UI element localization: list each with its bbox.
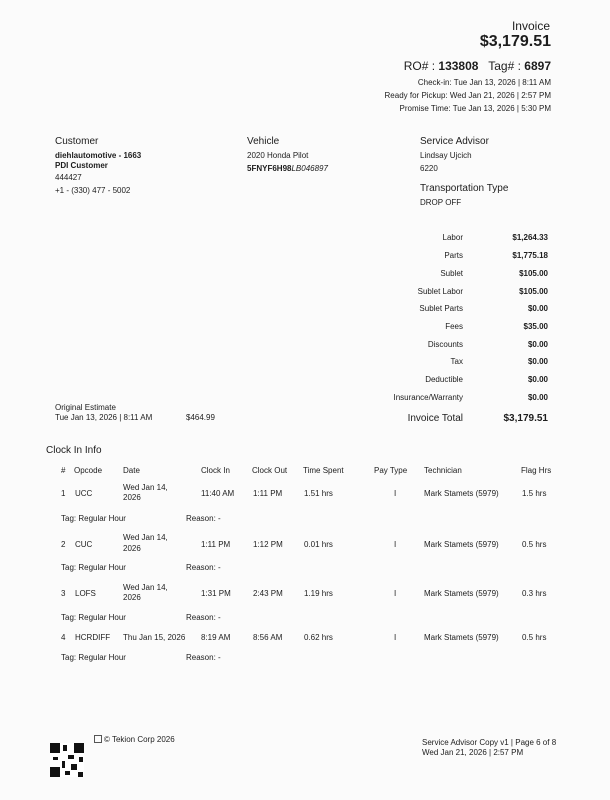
col-header-pay-type: Pay Type [374, 466, 408, 475]
advisor-name: Lindsay Ujcich [420, 151, 472, 160]
row-tag [61, 653, 126, 662]
col-header-opcode: Opcode [74, 466, 103, 475]
row-clock-in: 1:11 PM [201, 540, 231, 549]
row-clock-out: 1:12 PM [253, 540, 283, 549]
row-reason [186, 613, 221, 622]
row-technician: Mark Stamets (5979) [424, 633, 499, 642]
reason-value: - [218, 563, 221, 572]
row-clock-in: 8:19 AM [201, 633, 231, 642]
row-flag-hrs: 1.5 hrs [522, 489, 547, 498]
reason-value: - [218, 613, 221, 622]
row-technician: Mark Stamets (5979) [424, 589, 499, 598]
footer-company-line [94, 735, 175, 744]
summary-value: $0.00 [527, 375, 548, 384]
advisor-id: 6220 [420, 164, 438, 173]
row-flag-hrs: 0.5 hrs [522, 633, 547, 642]
row-clock-out: 1:11 PM [253, 489, 283, 498]
reason-value: - [218, 653, 221, 662]
row-technician: Mark Stamets (5979) [424, 489, 499, 498]
row-num: 1 [61, 489, 66, 498]
row-clock-in: 1:31 PM [201, 589, 231, 598]
estimate-date: Tue Jan 13, 2026 | 8:11 AM [55, 413, 153, 422]
vin-suffix: LB046897 [291, 164, 328, 173]
promise-time: Promise Time: Tue Jan 13, 2026 | 5:30 PM [399, 104, 551, 113]
invoice-amount: $3,179.51 [479, 33, 551, 50]
summary-label: Insurance/Warranty [393, 393, 463, 402]
summary-label: Labor [442, 233, 463, 242]
summary-value: $0.00 [527, 304, 548, 313]
row-date-line2: 2026 [123, 493, 141, 502]
row-num: 2 [61, 540, 66, 549]
col-header-time-spent: Time Spent [303, 466, 344, 475]
row-date-line2: 2026 [123, 544, 141, 553]
summary-label: Fees [445, 322, 463, 331]
row-time-spent: 0.62 hrs [304, 633, 333, 642]
row-pay-type: I [394, 540, 397, 549]
summary-value: $1,264.33 [512, 233, 548, 242]
summary-label: Discounts [427, 340, 463, 349]
col-header-date: Date [123, 466, 140, 475]
tag-value: Regular Hour [78, 613, 126, 622]
row-opcode: LOFS [75, 589, 96, 598]
clock-heading: Clock In Info [46, 445, 102, 456]
row-time-spent: 0.01 hrs [304, 540, 333, 549]
row-num: 3 [61, 589, 66, 598]
invoice-title: Invoice [511, 19, 550, 33]
row-technician: Mark Stamets (5979) [424, 540, 499, 549]
row-date-line1: Wed Jan 14, [123, 533, 168, 542]
footer-copy: Service Advisor Copy v1 | Page 6 of 8 [422, 738, 557, 747]
row-pay-type: I [394, 489, 397, 498]
reason-value: - [218, 514, 221, 523]
advisor-heading: Service Advisor [420, 136, 489, 147]
summary-label: Sublet [440, 269, 463, 278]
vehicle-model: 2020 Honda Pilot [247, 151, 309, 160]
row-date-line1: Thu Jan 15, 2026 [123, 633, 186, 642]
tag-number: 6897 [524, 59, 551, 73]
col-header-num: # [61, 466, 66, 475]
tag-label: Tag: [61, 653, 77, 662]
summary-value: $0.00 [527, 393, 548, 402]
invoice-total-value: $3,179.51 [503, 413, 548, 424]
transport-value: DROP OFF [420, 198, 462, 207]
summary-value: $1,775.18 [512, 251, 548, 260]
row-time-spent: 1.51 hrs [304, 489, 333, 498]
row-flag-hrs: 0.3 hrs [522, 589, 547, 598]
ro-tag-line [330, 59, 551, 73]
ro-label: RO# : [403, 59, 436, 73]
row-time-spent: 1.19 hrs [304, 589, 333, 598]
estimate-heading: Original Estimate [55, 403, 116, 412]
vin-prefix: 5FNYF6H98 [247, 164, 292, 173]
row-opcode: HCRDIFF [75, 633, 111, 642]
tag-label: Tag# : [488, 59, 521, 73]
summary-value: $105.00 [519, 287, 548, 296]
col-header-flag-hrs: Flag Hrs [521, 466, 552, 475]
footer-company: © Tekion Corp 2026 [104, 735, 175, 744]
row-tag [61, 613, 126, 622]
row-tag [61, 514, 126, 523]
invoice-total-label: Invoice Total [407, 413, 463, 424]
row-tag [61, 563, 126, 572]
col-header-technician: Technician [424, 466, 462, 475]
row-opcode: UCC [75, 489, 93, 498]
summary-label: Sublet Parts [419, 304, 463, 313]
customer-heading: Customer [55, 136, 99, 147]
vehicle-vin [247, 164, 328, 173]
ready-time: Ready for Pickup: Wed Jan 21, 2026 | 2:57 PM [384, 91, 551, 100]
row-clock-out: 8:56 AM [253, 633, 283, 642]
row-flag-hrs: 0.5 hrs [522, 540, 547, 549]
reason-label: Reason: [186, 514, 216, 523]
vehicle-heading: Vehicle [247, 136, 280, 147]
transport-heading: Transportation Type [420, 183, 509, 194]
summary-value: $0.00 [527, 357, 548, 366]
row-pay-type: I [394, 633, 397, 642]
row-reason [186, 514, 221, 523]
summary-label: Tax [450, 357, 463, 366]
row-clock-out: 2:43 PM [253, 589, 283, 598]
customer-phone: +1 - (330) 477 - 5002 [55, 186, 131, 195]
tekion-logo-icon [94, 735, 102, 743]
summary-label: Sublet Labor [417, 287, 463, 296]
row-date-line2: 2026 [123, 593, 141, 602]
row-num: 4 [61, 633, 66, 642]
reason-label: Reason: [186, 653, 216, 662]
customer-number: 444427 [55, 173, 82, 182]
tag-value: Regular Hour [78, 653, 126, 662]
col-header-clock-out: Clock Out [252, 466, 288, 475]
ro-number: 133808 [438, 59, 479, 73]
row-pay-type: I [394, 589, 397, 598]
estimate-amount: $464.99 [186, 413, 215, 422]
row-opcode: CUC [75, 540, 93, 549]
row-date-line1: Wed Jan 14, [123, 483, 168, 492]
customer-type: PDI Customer [55, 161, 108, 170]
tag-value: Regular Hour [78, 563, 126, 572]
row-date-line1: Wed Jan 14, [123, 583, 168, 592]
tag-label: Tag: [61, 514, 77, 523]
tag-label: Tag: [61, 613, 77, 622]
summary-label: Parts [444, 251, 463, 260]
tag-value: Regular Hour [78, 514, 126, 523]
col-header-clock-in: Clock In [201, 466, 230, 475]
summary-value: $35.00 [523, 322, 548, 331]
qr-code [50, 743, 84, 777]
tag-label: Tag: [61, 563, 77, 572]
row-reason [186, 653, 221, 662]
row-clock-in: 11:40 AM [201, 489, 235, 498]
summary-value: $105.00 [519, 269, 548, 278]
checkin-time: Check-in: Tue Jan 13, 2026 | 8:11 AM [417, 78, 551, 87]
row-reason [186, 563, 221, 572]
reason-label: Reason: [186, 563, 216, 572]
reason-label: Reason: [186, 613, 216, 622]
summary-label: Deductible [425, 375, 463, 384]
summary-value: $0.00 [527, 340, 548, 349]
customer-name: diehlautomotive - 1663 [55, 151, 142, 160]
footer-timestamp: Wed Jan 21, 2026 | 2:57 PM [422, 748, 524, 757]
